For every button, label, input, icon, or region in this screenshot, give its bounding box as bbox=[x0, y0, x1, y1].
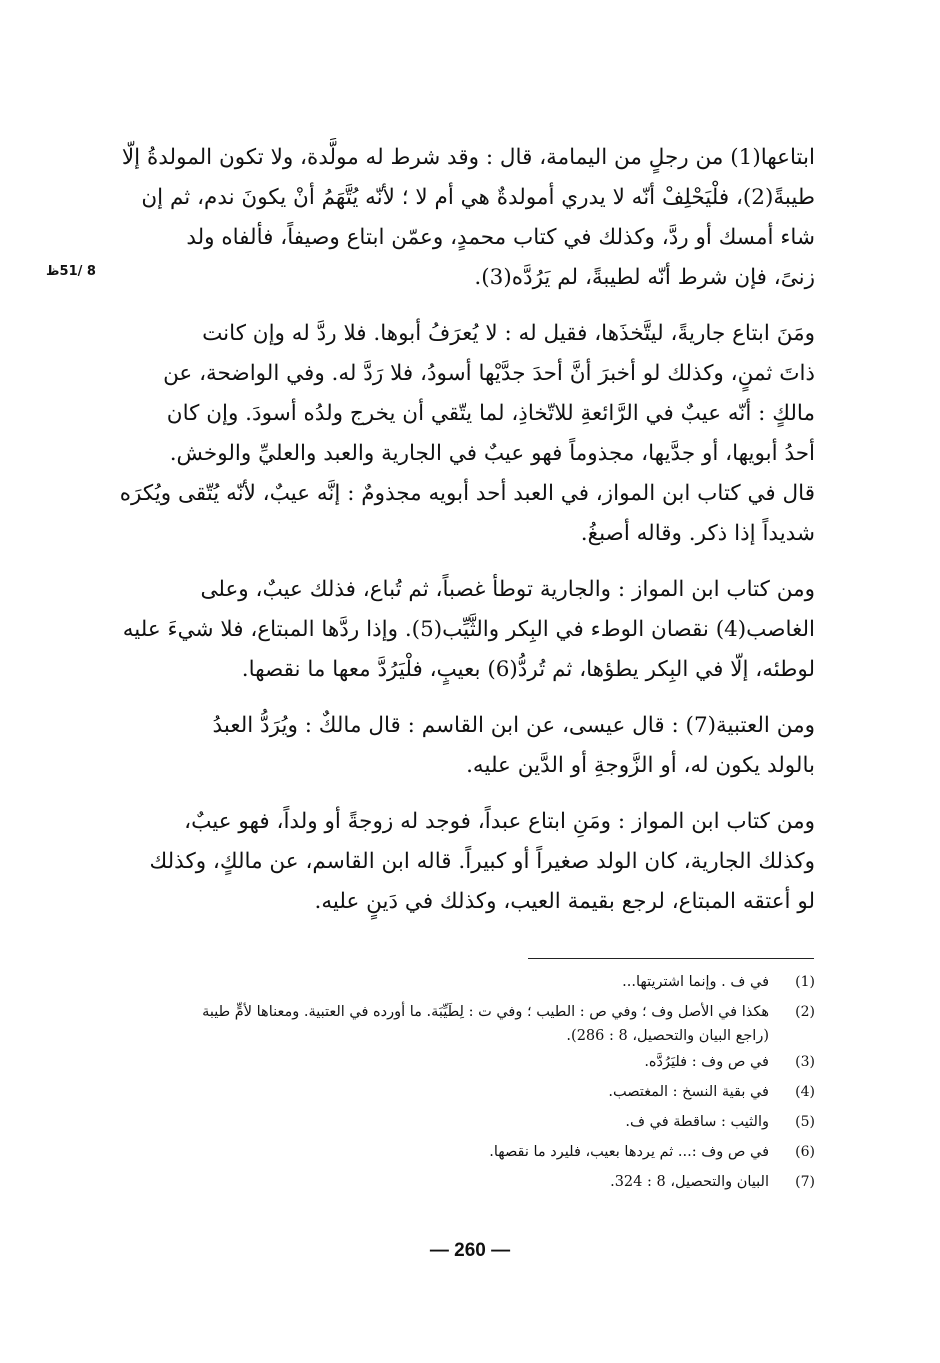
footnote-item bbox=[110, 1078, 815, 1108]
footnote-line: (راجع البيان والتحصيل، 8 : 286). bbox=[566, 1028, 769, 1044]
footnote-item bbox=[110, 1168, 815, 1198]
footnote-text bbox=[110, 998, 769, 1048]
footnote-text: في ص وف :... ثم يردها بعيب، فليرد ما نقصها. bbox=[489, 1144, 769, 1160]
footnote-number: (7) bbox=[795, 1174, 815, 1190]
footnote-text: في بقية النسخ : المغتصب. bbox=[608, 1084, 769, 1100]
footnote-number: (5) bbox=[795, 1114, 815, 1130]
text-line: وكذلك الجارية، كان الولد صغيراً أو كبيراً. قاله ابن القاسم، عن مالكٍ، وكذلك bbox=[149, 849, 815, 874]
paragraph bbox=[110, 570, 815, 690]
text-line: ومن كتاب ابن المواز : والجارية توطأ غصباً، ثم تُباع، فذلك عيبٌ، وعلى bbox=[200, 577, 815, 602]
footnote-number: (2) bbox=[795, 1004, 815, 1020]
text-line: شاء أمسك أو ردَّ، وكذلك في كتاب محمدٍ، وعمّن ابتاع وصيفاً، فألفاه ولد bbox=[186, 225, 815, 250]
text-line: زنىً، فإن شرط أنّه لطيبةً، لم يَرُدَّه(3). bbox=[474, 265, 815, 290]
paragraph bbox=[110, 138, 815, 298]
text-line: لوطئه، إلّا في البِكر يطؤها، ثم تُردُّ(6) بعيبٍ، فلْيَرُدَّ معها ما نقصها. bbox=[241, 657, 815, 682]
text-line: الغاصب(4) نقصان الوطء في البِكر والثَّيِّب(5). وإذا ردَّها المبتاع، فلا شيءَ عليه bbox=[122, 617, 815, 642]
footnote-text: البيان والتحصيل، 8 : 324. bbox=[610, 1174, 769, 1190]
footnote-text: في ص وف : فليَرُدَّه. bbox=[644, 1054, 769, 1070]
footnote-line: هكذا في الأصل وف ؛ وفي ص : الطيب ؛ وفي ت : لِطَيِّبَة. ما أورده في العتبية. ومعناها لأمٍّ طيبة bbox=[202, 1004, 769, 1020]
footnote-number: (1) bbox=[795, 974, 815, 990]
text-line: لو أعتقه المبتاع، لرجع بقيمة العيب، وكذلك في دَينٍ عليه. bbox=[314, 889, 815, 914]
footnote-item bbox=[110, 1108, 815, 1138]
text-line: بالولد يكون له، أو الزَّوجةِ أو الدَّين عليه. bbox=[466, 753, 815, 778]
footnote-item bbox=[110, 998, 815, 1048]
footnote-item bbox=[110, 1048, 815, 1078]
text-line: ومَنَ ابتاع جاريةً، ليتَّخذَها، فقيل له : لا يُعرَفُ أبوها. فلا ردَّ له وإن كانت bbox=[202, 321, 815, 346]
footnote-text: في ف . وإنما اشتريتها... bbox=[622, 974, 769, 990]
footnote-item bbox=[110, 1138, 815, 1168]
footnote-divider bbox=[528, 958, 814, 959]
footnote-number: (3) bbox=[795, 1054, 815, 1070]
text-line: طيبةً(2)، فلْيَحْلِفْ أنّه لا يدري أمولدةٌ هي أم لا ؛ لأنّه يُتَّهَمُ أنْ يكونَ ندم، ثم إن bbox=[141, 185, 815, 210]
text-line: مالكٍ : أنّه عيبٌ في الرَّائعةِ للاتّخاذِ، لما يتّقي أن يخرج ولدُه أسودَ. وإن كان bbox=[166, 401, 815, 426]
text-line: ومن العتبية(7) : قال عيسى، عن ابن القاسم : قال مالكٌ : ويُرَدُّ العبدُ bbox=[212, 713, 815, 738]
text-line: شديداً إذا ذكر. وقاله أصبغُ. bbox=[580, 521, 815, 546]
text-line: ومن كتاب ابن المواز : ومَنِ ابتاع عبداً، فوجد له زوجةً أو ولداً، فهو عيبٌ، bbox=[184, 809, 815, 834]
footnote-item bbox=[110, 968, 815, 998]
footnote-number: (6) bbox=[795, 1144, 815, 1160]
main-text bbox=[110, 138, 815, 922]
paragraph bbox=[110, 802, 815, 922]
footnote-text: والثيب : ساقطة في ف. bbox=[625, 1114, 769, 1130]
text-line: ابتاعها(1) من رجلٍ من اليمامة، قال : وقد شرط له مولَّدة، ولا تكون المولدةُ إلّا bbox=[121, 145, 815, 170]
page-number: — 260 — bbox=[429, 1240, 511, 1261]
text-line: قال في كتاب ابن المواز، في العبد أحد أبويه مجذومٌ : إنَّه عيبٌ، لأنّه يُتّقى ويُكرَه bbox=[119, 481, 815, 506]
footnotes bbox=[110, 968, 815, 1198]
footnote-number: (4) bbox=[795, 1084, 815, 1100]
paragraph bbox=[110, 314, 815, 554]
text-line: ذاتَ ثمنٍ، وكذلك لو أخبرَ أنَّ أحدَ جدَّيْها أسودُ، فلا رَدَّ له. وفي الواضحة، عن bbox=[163, 361, 815, 386]
margin-folio-note: 8 /51ظ bbox=[46, 264, 96, 279]
text-line: أحدُ أبويها، أو جدَّيها، مجذوماً فهو عيبٌ في الجارية والعبد والعليِّ والوخش. bbox=[169, 441, 815, 466]
paragraph bbox=[110, 706, 815, 786]
